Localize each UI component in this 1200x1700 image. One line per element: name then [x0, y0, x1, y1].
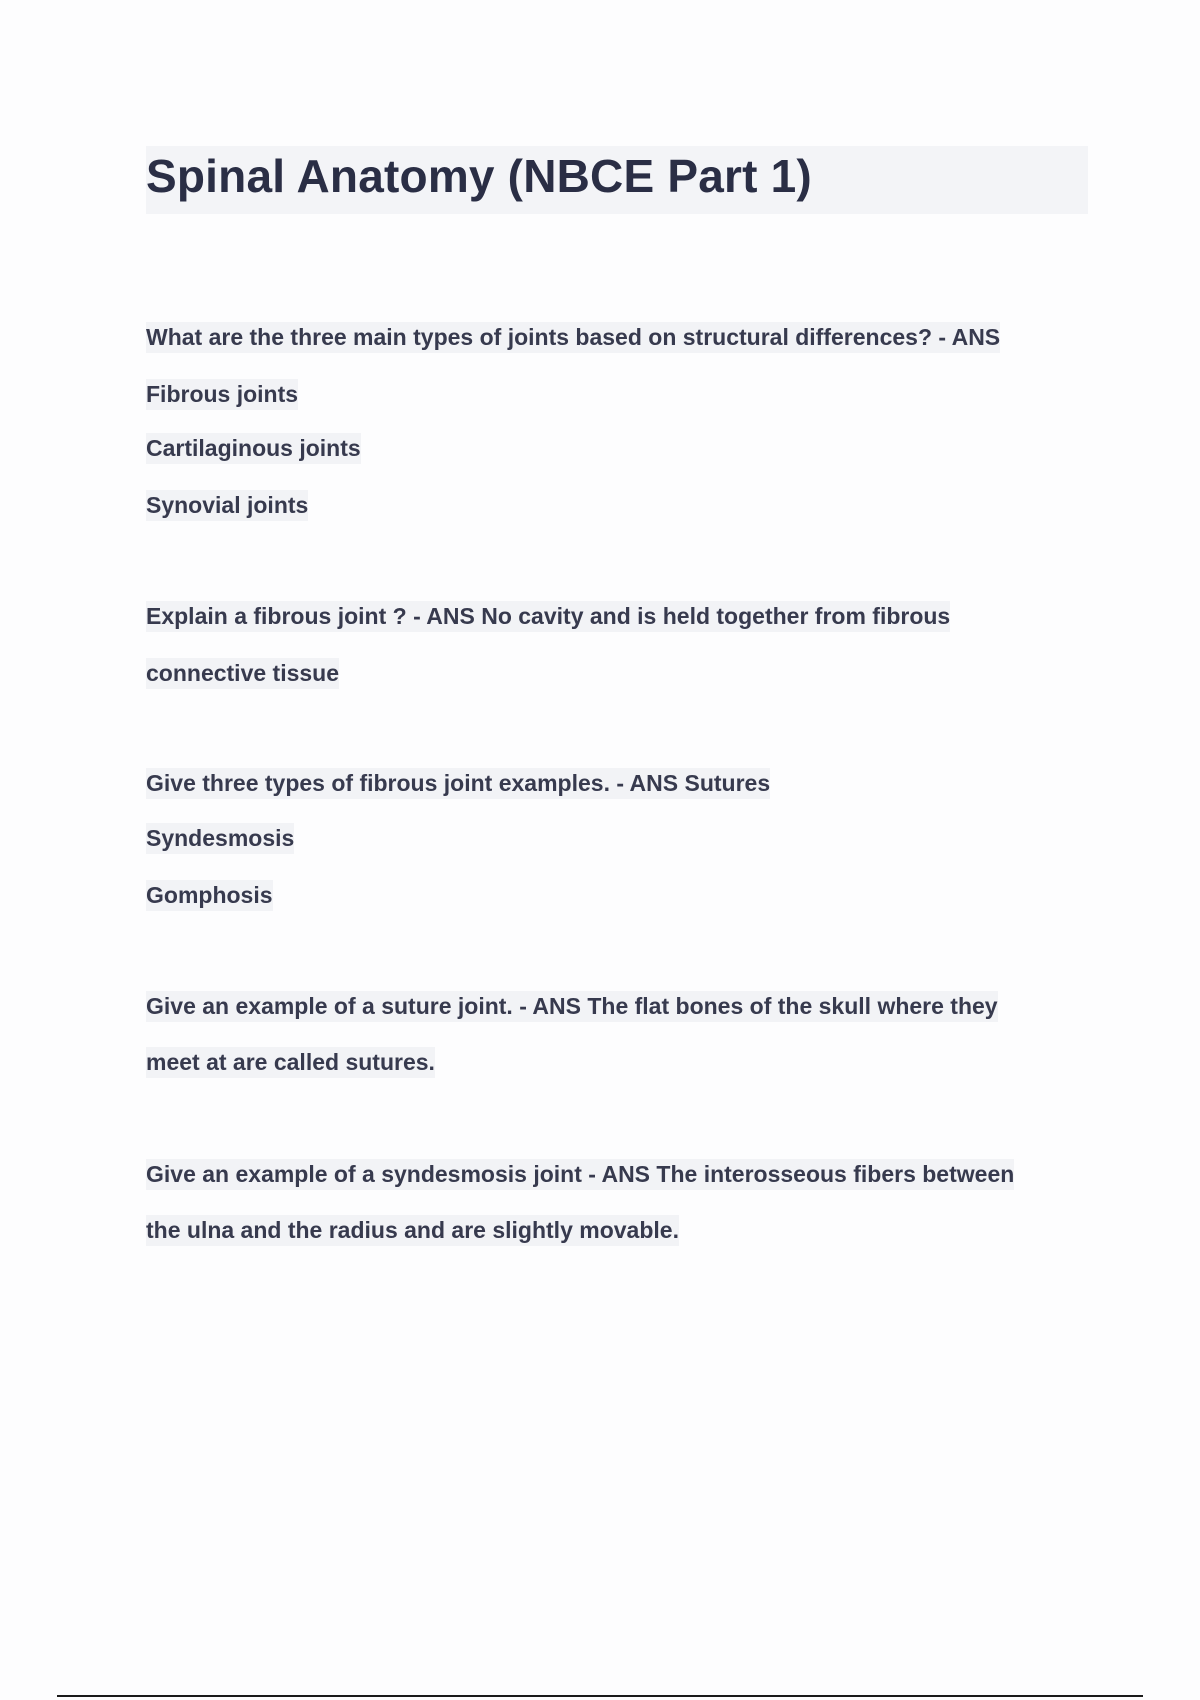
qa-1-answer-line-2: Cartilaginous joints — [146, 433, 361, 463]
qa-1-answer-line-1: Fibrous joints — [146, 379, 298, 409]
qa-3-answer-line-2: Gomphosis — [146, 880, 273, 910]
qa-2-question-line: Explain a fibrous joint ? - ANS No cavity and is held together from fibrous — [146, 601, 950, 631]
qa-1-answer-line-3: Synovial joints — [146, 490, 308, 520]
qa-3-answer-line-1: Syndesmosis — [146, 823, 294, 853]
qa-1-question-line: What are the three main types of joints based on structural differences? - ANS — [146, 322, 1000, 352]
qa-4-answer-line: meet at are called sutures. — [146, 1047, 435, 1077]
qa-4-question-line: Give an example of a suture joint. - ANS The flat bones of the skull where they — [146, 991, 998, 1021]
qa-5-answer-line: the ulna and the radius and are slightly movable. — [146, 1215, 679, 1245]
document-title-text: Spinal Anatomy (NBCE Part 1) — [146, 150, 812, 202]
qa-3-question-line: Give three types of fibrous joint examples. - ANS Sutures — [146, 768, 770, 798]
footer-divider — [57, 1695, 1143, 1697]
qa-5-question-line: Give an example of a syndesmosis joint - ANS The interosseous fibers between — [146, 1159, 1014, 1189]
document-title — [146, 146, 1088, 214]
qa-2-answer-line: connective tissue — [146, 658, 339, 688]
